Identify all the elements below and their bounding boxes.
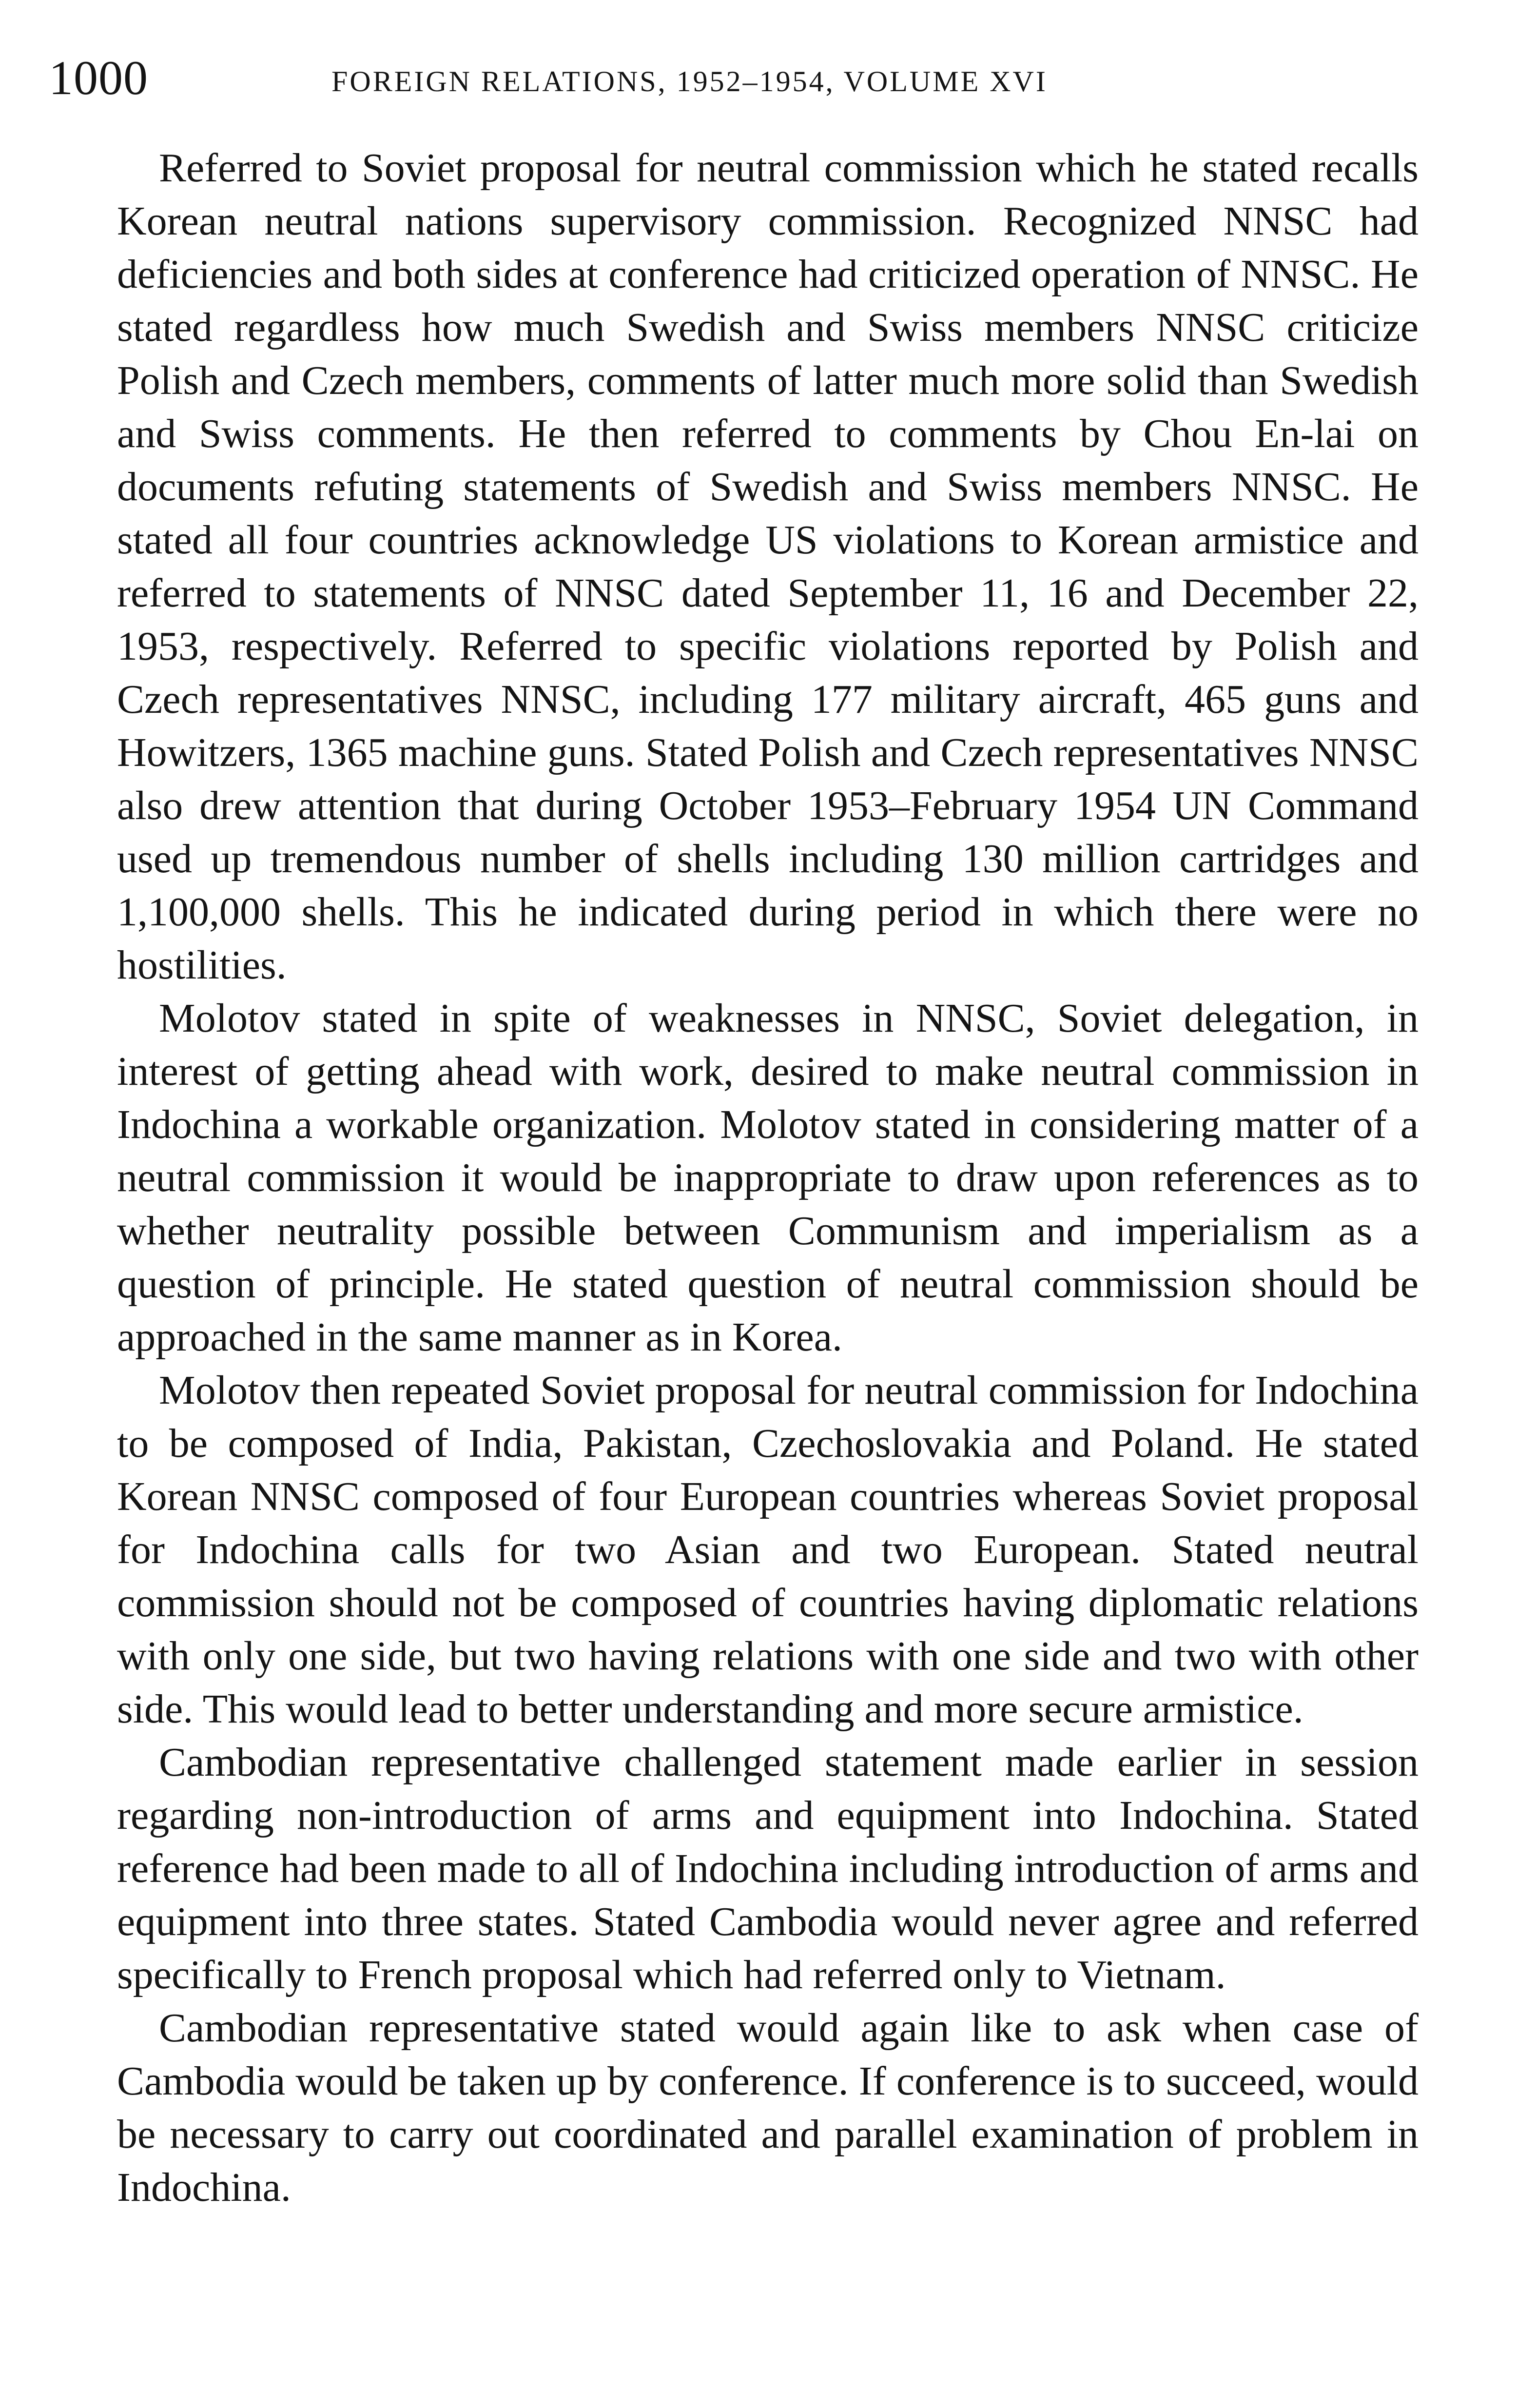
paragraph-molotov-composition: Molotov then repeated Soviet proposal for neutral commission for Indochina to be composed of India, Pakistan, Czechoslovakia and Poland. He stated Korean NNSC composed of four European countries whereas Soviet proposal for Indochina calls for two Asian and two European. Stated neutral commission should not be composed of countries having diplomatic relations with only one side, but two having relations with one side and two with other side. This would lead to better understanding and more secure armistice.	[117, 1368, 1419, 1732]
paragraph-molotov-weaknesses: Molotov stated in spite of weaknesses in NNSC, Soviet delegation, in interest of getting ahead with work, desired to make neutral commission in Indochina a workable organization. Molotov stated in considering matter of a neutral commission it would be inappropriate to draw upon references as to whether neutrality possible between Communism and imperialism as a question of principle. He stated question of neutral commission should be approached in the same manner as in Korea.	[117, 996, 1419, 1360]
paragraph-soviet-proposal-nnsc: Referred to Soviet proposal for neutral commission which he stated recalls Korean neutral nations supervisory commission. Recognized NNSC had deficiencies and both sides at conference had criticized operation of NNSC. He stated regardless how much Swedish and Swiss members NNSC criticize Polish and Czech members, comments of latter much more solid than Swedish and Swiss comments. He then referred to comments by Chou En-lai on documents refuting statements of Swedish and Swiss members NNSC. He stated all four countries acknowledge US violations to Korean armistice and referred to statements of NNSC dated September 11, 16 and December 22, 1953, respectively. Referred to specific violations reported by Polish and Czech representatives NNSC, including 177 military aircraft, 465 guns and Howitzers, 1365 machine guns. Stated Polish and Czech representatives NNSC also drew attention that during October 1953–February 1954 UN Command used up tremendous number of shells including 130 million cartridges and 1,100,000 shells. This he indicated during period in which there were no hostilities.	[117, 145, 1419, 988]
running-title: FOREIGN RELATIONS, 1952–1954, VOLUME XVI	[331, 65, 1048, 98]
paragraph-cambodian-challenge: Cambodian representative challenged statement made earlier in session regarding non-introduction of arms and equipment into Indochina. Stated reference had been made to all of Indochina including introduction of arms and equipment into three states. Stated Cambodia would never agree and referred specifically to French proposal which had referred only to Vietnam.	[117, 1740, 1419, 1997]
paragraph-cambodian-question: Cambodian representative stated would again like to ask when case of Cambodia would be taken up by conference. If conference is to succeed, would be necessary to carry out coordinated and parallel examination of problem in Indochina.	[117, 2005, 1419, 2210]
page-number: 1000	[49, 51, 148, 105]
running-head	[49, 46, 1414, 115]
body-text	[117, 141, 1419, 2214]
